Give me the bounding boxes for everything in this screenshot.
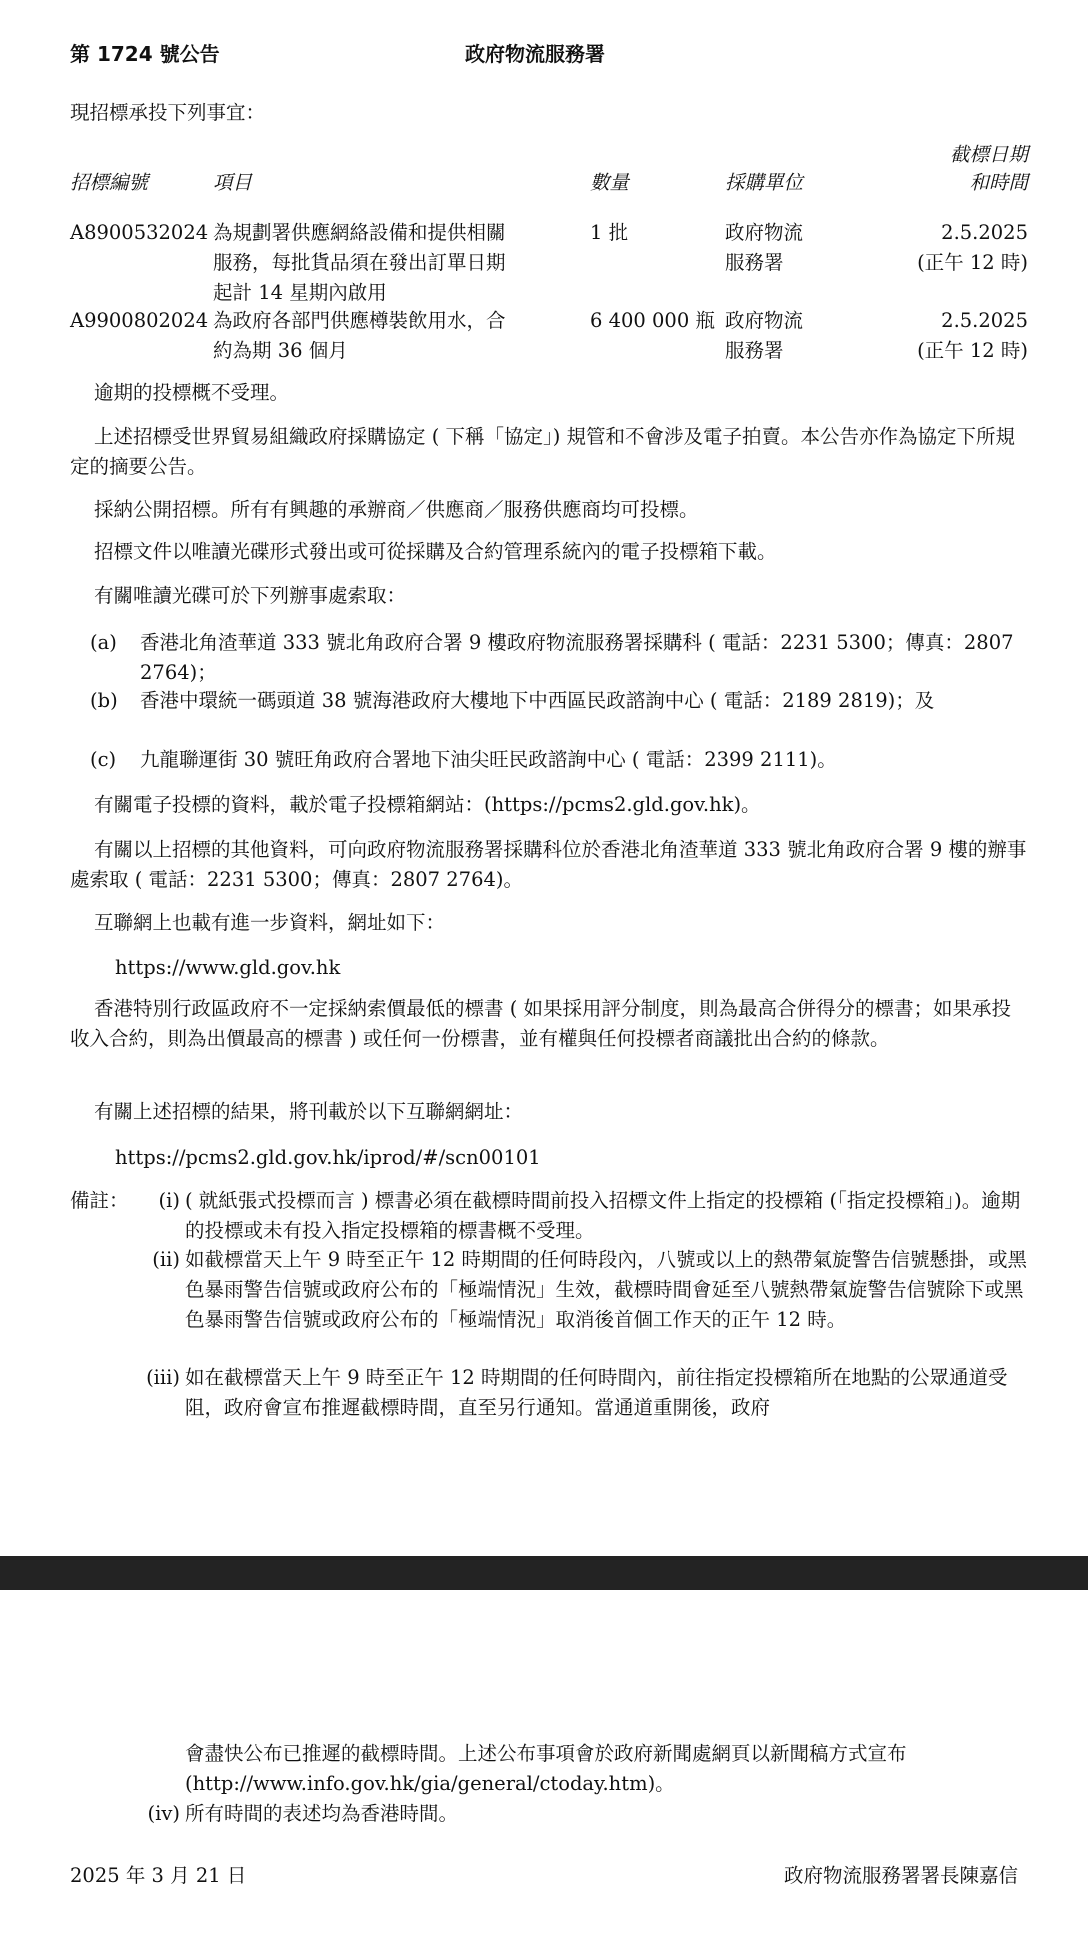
closing-time: (正午 12 時): [917, 251, 1028, 274]
tender-ref: A8900532024: [70, 221, 209, 244]
notice-date: 2025 年 3 月 21 日: [70, 1864, 247, 1887]
item-line: 為政府各部門供應樽裝飲用水，合: [213, 309, 506, 332]
further-info-text: 有關以上招標的其他資料，可向政府物流服務署採購科位於香港北角渣華道 333 號北角政府合署 9 樓的辦事處索取 ( 電話：2231 5300；傳真：2807 2764)。: [70, 838, 1027, 891]
note-text: 如在截標當天上午 9 時至正午 12 時期間的任何時間內，前往指定投標箱所在地點的公眾通道受阻，政府會宣布推遲截標時間，直至另行通知。當通道重開後，政府: [185, 1366, 1008, 1419]
header-item: 項目: [213, 171, 253, 194]
results-url[interactable]: https://pcms2.gld.gov.hk/iprod/#/scn00101: [115, 1146, 541, 1169]
dept-line: 政府物流: [725, 221, 804, 244]
cd-offices-text: 有關唯讀光碟可於下列辦事處索取：: [94, 584, 407, 607]
closing-date: 2.5.2025: [941, 309, 1028, 332]
tender-ref: A9900802024: [70, 309, 209, 332]
notice-header: [70, 38, 1018, 72]
dept-line: 服務署: [725, 339, 784, 362]
header-procuring-dept: 採購單位: [725, 171, 804, 194]
note-text: ( 就紙張式投標而言 ) 標書必須在截標時間前投入招標文件上指定的投標箱 (「指定投標箱」)。逾期的投標或未有投入指定投標箱的標書概不受理。: [185, 1189, 1021, 1242]
item-line: 服務，每批貨品須在發出訂單日期: [213, 251, 506, 274]
office-text: 香港北角渣華道 333 號北角政府合署 9 樓政府物流服務署採購科 ( 電話：2231 5300；傳真：2807 2764)；: [140, 631, 1014, 684]
list-marker: (c): [90, 748, 117, 771]
gpa-text: 上述招標受世界貿易組織政府採購協定 ( 下稱「協定」) 規管和不會涉及電子拍賣。本公告亦作為協定下所規定的摘要公告。: [70, 425, 1016, 478]
note-marker: (ii): [152, 1248, 180, 1271]
department-title: 政府物流服務署: [465, 42, 605, 66]
gld-url[interactable]: https://www.gld.gov.hk: [115, 956, 341, 979]
list-marker: (a): [90, 631, 117, 654]
notes-label: 備註：: [70, 1189, 129, 1212]
note-text: 會盡快公布已推遲的截標時間。上述公布事項會於政府新聞處網頁以新聞稿方式宣布 (http://www.info.gov.hk/gia/general/ctoday.htm)。: [185, 1742, 907, 1795]
office-text: 香港中環統一碼頭道 38 號海港政府大樓地下中西區民政諮詢中心 ( 電話：2189 2819)；及: [140, 689, 935, 712]
internet-text: 互聯網上也載有進一步資料，網址如下：: [94, 911, 446, 934]
item-line: 為規劃署供應網絡設備和提供相關: [213, 221, 506, 244]
tender-docs-text: 招標文件以唯讀光碟形式發出或可從採購及合約管理系統內的電子投標箱下載。: [94, 540, 777, 563]
list-marker: (b): [90, 689, 118, 712]
note-text: 如截標當天上午 9 時至正午 12 時期間的任何時段內，八號或以上的熱帶氣旋警告信號懸掛，或黑色暴雨警告信號或政府公布的「極端情況」生效，截標時間會延至八號熱帶氣旋警告信號除下或黑色暴雨警告信號或政府公布的「極端情況」取消後首個工作天的正午 12 時。: [185, 1248, 1028, 1331]
note-marker: (iii): [146, 1366, 180, 1389]
late-tender-text: 逾期的投標概不受理。: [94, 381, 290, 404]
note-marker: (iv): [147, 1802, 180, 1825]
note-marker: (i): [158, 1189, 180, 1212]
item-line: 約為期 36 個月: [213, 339, 348, 362]
closing-date: 2.5.2025: [941, 221, 1028, 244]
notice-number: 第 1724 號公告: [70, 42, 220, 66]
lowest-tender-text: 香港特別行政區政府不一定採納索價最低的標書 ( 如果採用評分制度，則為最高合併得分的標書；如果承投收入合約，則為出價最高的標書 ) 或任何一份標書，並有權與任何投標者商議批出合約的條款。: [70, 997, 1012, 1050]
note-text: 所有時間的表述均為香港時間。: [185, 1802, 459, 1825]
header-closing-line2: 和時間: [969, 171, 1028, 194]
intro-text: 現招標承投下列事宜：: [70, 101, 266, 124]
header-quantity: 數量: [590, 171, 630, 194]
header-tender-ref: 招標編號: [70, 171, 149, 194]
dept-line: 服務署: [725, 251, 784, 274]
office-text: 九龍聯運街 30 號旺角政府合署地下油尖旺民政諮詢中心 ( 電話：2399 2111)。: [140, 748, 837, 771]
header-closing-line1: 截標日期: [949, 143, 1028, 166]
closing-time: (正午 12 時): [917, 339, 1028, 362]
open-tender-text: 採納公開招標。所有有興趣的承辦商／供應商／服務供應商均可投標。: [94, 498, 699, 521]
results-text: 有關上述招標的結果，將刊載於以下互聯網網址：: [94, 1100, 524, 1123]
page-divider: [0, 1556, 1088, 1590]
etender-text: 有關電子投標的資料，載於電子投標箱網站：(https://pcms2.gld.gov.hk)。: [94, 793, 761, 816]
quantity: 1 批: [590, 221, 629, 244]
signature: 政府物流服務署署長陳嘉信: [783, 1864, 1018, 1887]
quantity: 6 400 000 瓶: [590, 309, 715, 332]
dept-line: 政府物流: [725, 309, 804, 332]
item-line: 起計 14 星期內啟用: [213, 281, 387, 304]
